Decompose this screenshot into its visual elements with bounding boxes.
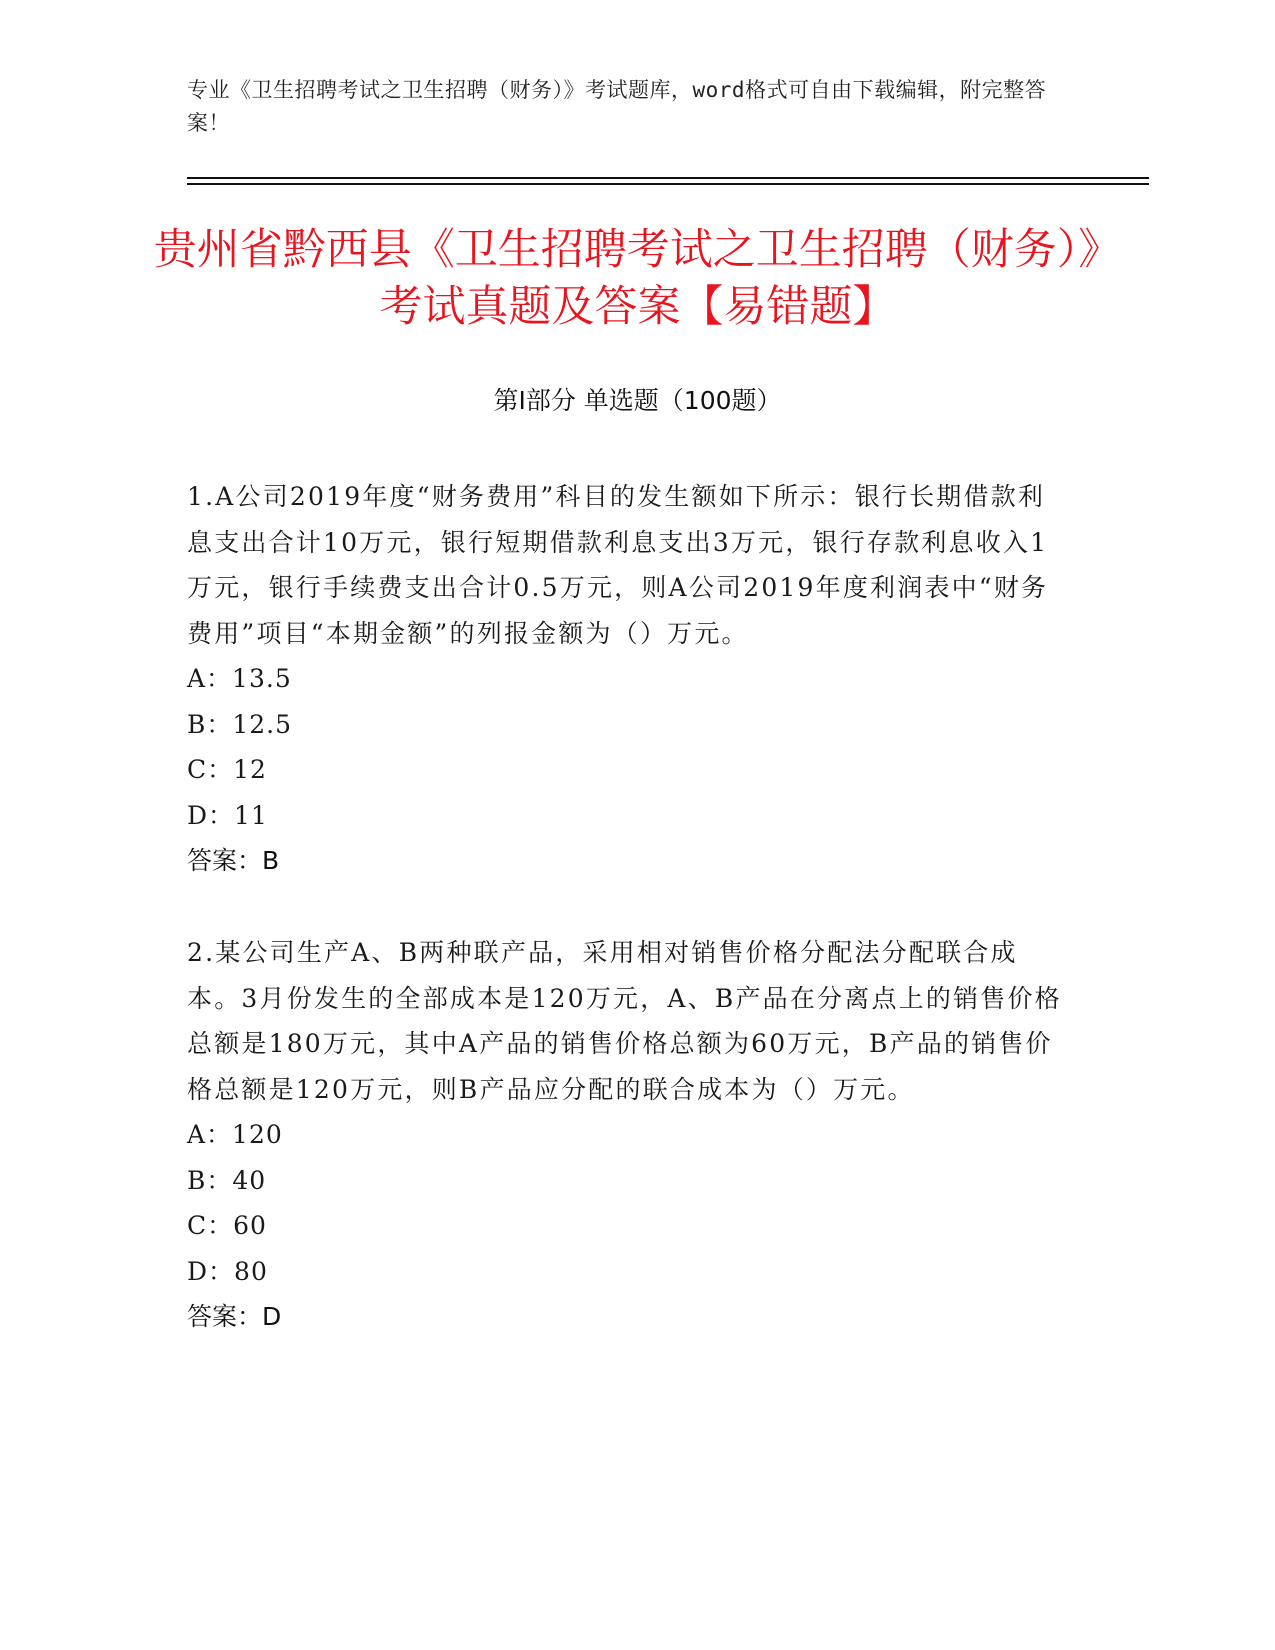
header-divider-top bbox=[187, 177, 1149, 179]
header-note: 专业《卫生招聘考试之卫生招聘（财务）》考试题库，word格式可自由下载编辑，附完整答案！ bbox=[187, 78, 1047, 135]
option-b: B：12.5 bbox=[187, 709, 293, 739]
option-b: B：40 bbox=[187, 1165, 267, 1195]
section-heading: 第I部分 单选题（100题） bbox=[493, 386, 782, 415]
option-d: D：80 bbox=[187, 1256, 268, 1286]
document-title: 贵州省黔西县《卫生招聘考试之卫生招聘（财务）》考试真题及答案【易错题】 bbox=[153, 225, 1122, 332]
option-a: A：13.5 bbox=[187, 664, 292, 693]
question-1 bbox=[187, 474, 1067, 884]
option-a: A：120 bbox=[187, 1120, 283, 1149]
question-2 bbox=[187, 930, 1067, 1340]
header-divider-bottom bbox=[187, 183, 1149, 185]
question-answer: 答案：B bbox=[187, 846, 280, 875]
question-stem: 1.A公司2019年度“财务费用”科目的发生额如下所示：银行长期借款利息支出合计10万元，银行短期借款利息支出3万元，银行存款利息收入1万元，银行手续费支出合计0.5万元，则A公司2019年度利润表中“财务费用”项目“本期金额”的列报金额为（）万元。 bbox=[187, 482, 1049, 648]
question-answer: 答案：D bbox=[187, 1302, 282, 1331]
option-c: C：60 bbox=[187, 1211, 267, 1240]
question-stem: 2.某公司生产A、B两种联产品，采用相对销售价格分配法分配联合成本。3月份发生的全部成本是120万元，A、B产品在分离点上的销售价格总额是180万元，其中A产品的销售价格总额为60万元，B产品的销售价格总额是120万元，则B产品应分配的联合成本为（）万元。 bbox=[187, 938, 1062, 1104]
question-options bbox=[187, 1112, 1067, 1294]
option-d: D：11 bbox=[187, 800, 268, 830]
option-c: C：12 bbox=[187, 755, 267, 784]
question-options bbox=[187, 656, 1067, 838]
